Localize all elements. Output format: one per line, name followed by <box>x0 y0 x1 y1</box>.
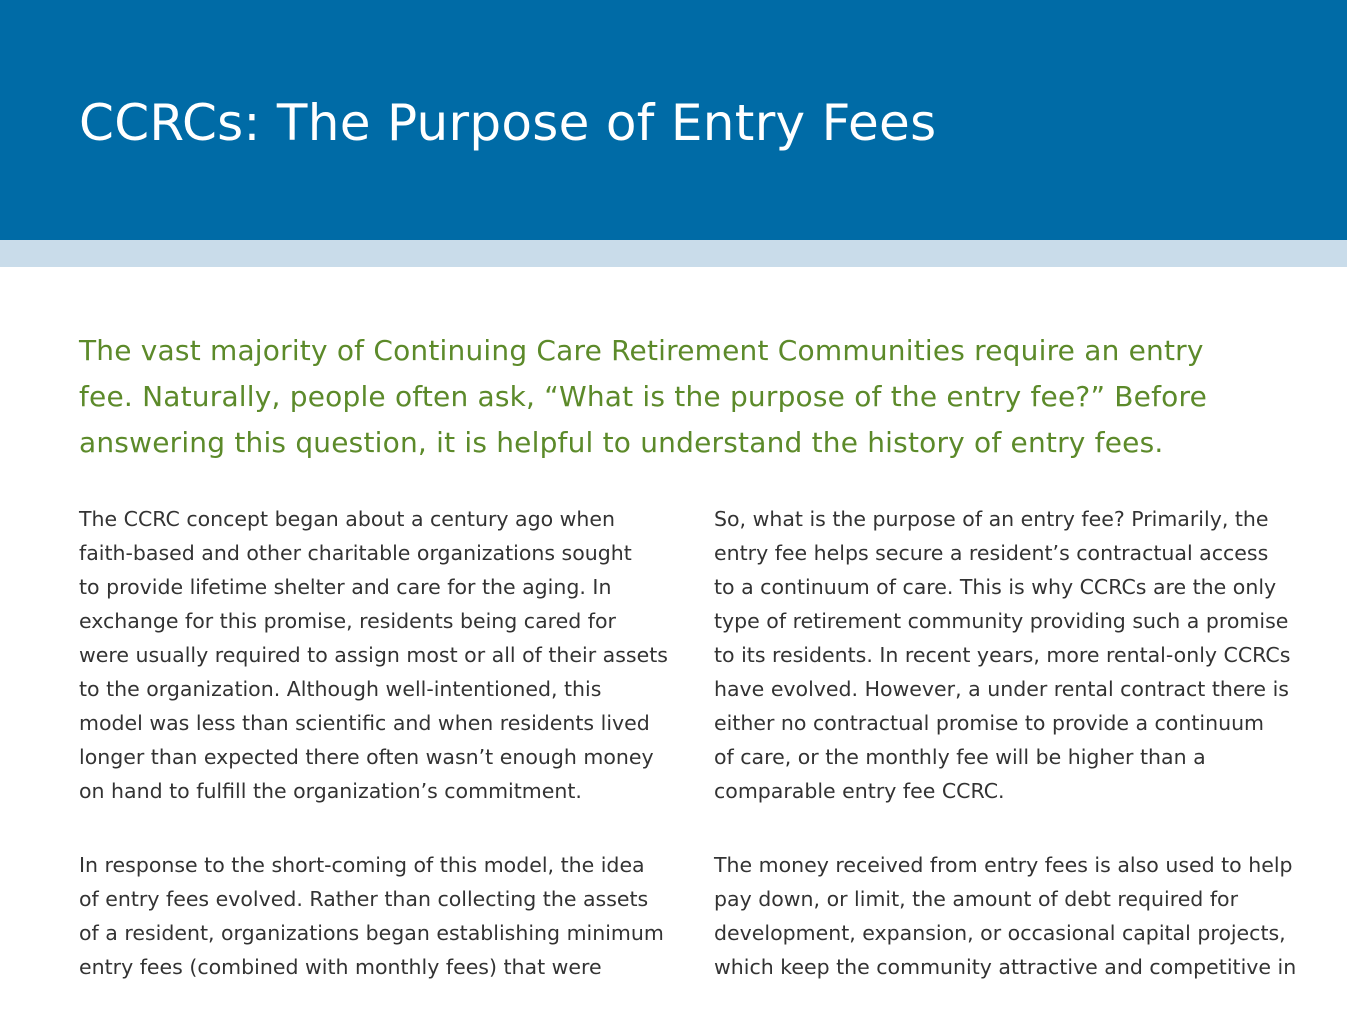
text-line: which keep the community attractive and competitive in <box>714 955 1297 979</box>
accent-stripe <box>0 240 1347 267</box>
text-line: were usually required to assign most or all of their assets <box>79 643 668 667</box>
text-line: of care, or the monthly fee will be higher than a <box>714 745 1206 769</box>
text-line: entry fee helps secure a resident’s contractual access <box>714 541 1269 565</box>
header-band <box>0 0 1347 240</box>
text-line: either no contractual promise to provide a continuum <box>714 711 1265 735</box>
body-paragraph <box>714 502 1294 808</box>
text-line: of entry fees evolved. Rather than collecting the assets <box>79 887 649 911</box>
text-line: to its residents. In recent years, more rental-only CCRCs <box>714 643 1291 667</box>
text-line: entry fees (combined with monthly fees) that were <box>79 955 602 979</box>
text-line: on hand to fulfill the organization’s commitment. <box>79 779 582 803</box>
text-line: model was less than scientific and when residents lived <box>79 711 650 735</box>
text-line: to the organization. Although well-intentioned, this <box>79 677 602 701</box>
text-line: The money received from entry fees is also used to help <box>714 853 1293 877</box>
body-paragraph <box>79 502 668 808</box>
left-column <box>79 502 668 1024</box>
text-line: In response to the short-coming of this model, the idea <box>79 853 645 877</box>
intro-line: fee. Naturally, people often ask, “What is the purpose of the entry fee?” Before <box>79 380 1208 413</box>
text-line: So, what is the purpose of an entry fee? Primarily, the <box>714 507 1269 531</box>
text-line: development, expansion, or occasional capital projects, <box>714 921 1286 945</box>
body-paragraph <box>79 848 664 984</box>
intro-paragraph <box>79 328 1279 466</box>
text-line: faith-based and other charitable organizations sought <box>79 541 632 565</box>
text-line: exchange for this promise, residents being cared for <box>79 609 616 633</box>
text-line: The CCRC concept began about a century ago when <box>79 507 616 531</box>
text-line: to provide lifetime shelter and care for the aging. In <box>79 575 612 599</box>
page-title: CCRCs: The Purpose of Entry Fees <box>79 94 937 152</box>
text-line: to a continuum of care. This is why CCRCs are the only <box>714 575 1277 599</box>
text-line: longer than expected there often wasn’t enough money <box>79 745 654 769</box>
intro-line: answering this question, it is helpful to understand the history of entry fees. <box>79 426 1164 459</box>
text-line: comparable entry fee CCRC. <box>714 779 1005 803</box>
text-line: pay down, or limit, the amount of debt required for <box>714 887 1239 911</box>
text-line: type of retirement community providing such a promise <box>714 609 1289 633</box>
text-line: of a resident, organizations began establishing minimum <box>79 921 664 945</box>
right-column <box>714 502 1297 1024</box>
text-line: have evolved. However, a under rental contract there is <box>714 677 1289 701</box>
body-paragraph <box>714 848 1297 984</box>
intro-line: The vast majority of Continuing Care Retirement Communities require an entry <box>79 334 1204 367</box>
